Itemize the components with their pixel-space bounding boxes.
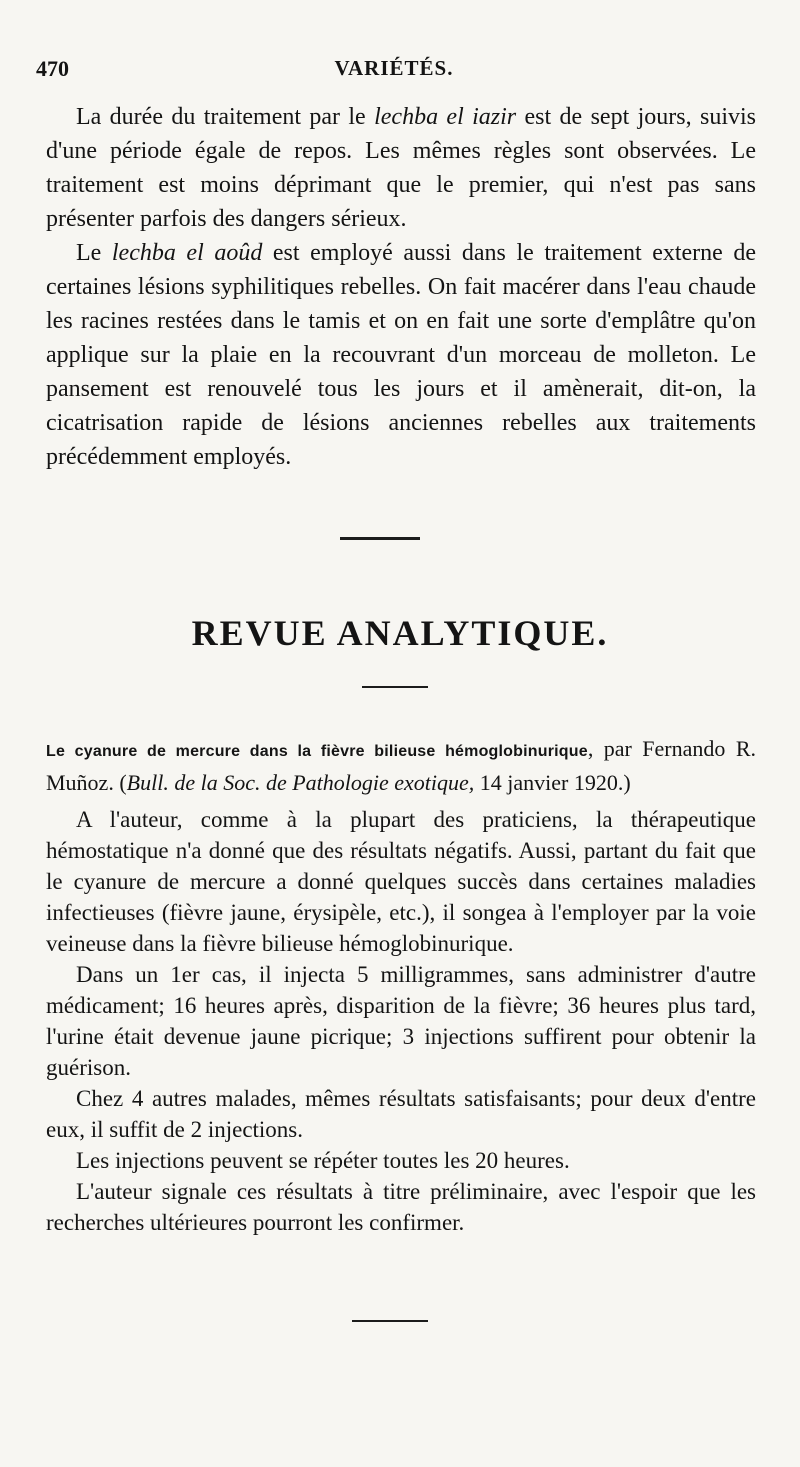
- end-divider: [352, 1320, 428, 1322]
- page-number: 470: [36, 56, 69, 81]
- page-header: [36, 56, 752, 86]
- section-divider: [340, 537, 420, 540]
- article: [46, 733, 756, 1238]
- article-reference: Le cyanure de mercure dans la fièvre bilieuse hémoglobinurique, par Fernando R. Muñoz. (Bull. de la Soc. de Pathologie exotique, 14 janvier 1920.): [46, 736, 756, 795]
- section-title: REVUE ANALYTIQUE.: [191, 613, 609, 653]
- article-title: Le cyanure de mercure dans la fièvre bilieuse hémoglobinurique: [46, 743, 588, 760]
- running-title: VARIÉTÉS.: [334, 56, 454, 80]
- article-paragraph: A l'auteur, comme à la plupart des praticiens, la thérapeutique hémostatique n'a donné que des résultats négatifs. Aussi, partant du fait que le cyanure de mercure a donné quelques succès dans certaines maladies infectieuses (fièvre jaune, érysipèle, etc.), il songea à l'employer par la voie veineuse dans la fièvre bilieuse hémoglobinurique.: [46, 807, 756, 956]
- paragraph-lechba-el-aoud: Le lechba el aoûd est employé aussi dans le traitement externe de certaines lésions syphilitiques rebelles. On fait macérer dans l'eau chaude les racines restées dans le tamis et on en fait une sorte d'emplâtre qu'on applique sur la plaie en la recouvrant d'un morceau de molleton. Le pansement est renouvelé tous les jours et il amènerait, dit-on, la cicatrisation rapide de lésions anciennes rebelles aux traitements précédemment employés.: [46, 240, 757, 470]
- paragraph-lechba-el-iazir: La durée du traitement par le lechba el iazir est de sept jours, suivis d'une période égale de repos. Les mêmes règles sont observées. Le traitement est moins déprimant que le premier, qui n'est pas sans présenter parfois des dangers sérieux.: [46, 104, 756, 232]
- article-source: Bull. de la Soc. de Pathologie exotique,: [126, 770, 475, 795]
- top-text: [46, 100, 756, 474]
- article-paragraph: Dans un 1er cas, il injecta 5 milligrammes, sans administrer d'autre médicament; 16 heures après, disparition de la fièvre; 36 heures plus tard, l'urine était devenue jaune picrique; 3 injections suffirent pour obtenir la guérison.: [46, 962, 756, 1080]
- article-paragraph: Chez 4 autres malades, mêmes résultats satisfaisants; pour deux d'entre eux, il suffit de 2 injections.: [46, 1086, 756, 1142]
- title-underline: [362, 686, 428, 688]
- article-paragraph: L'auteur signale ces résultats à titre préliminaire, avec l'espoir que les recherches ultérieures pourront les confirmer.: [46, 1179, 756, 1235]
- article-paragraph: Les injections peuvent se répéter toutes les 20 heures.: [76, 1148, 570, 1173]
